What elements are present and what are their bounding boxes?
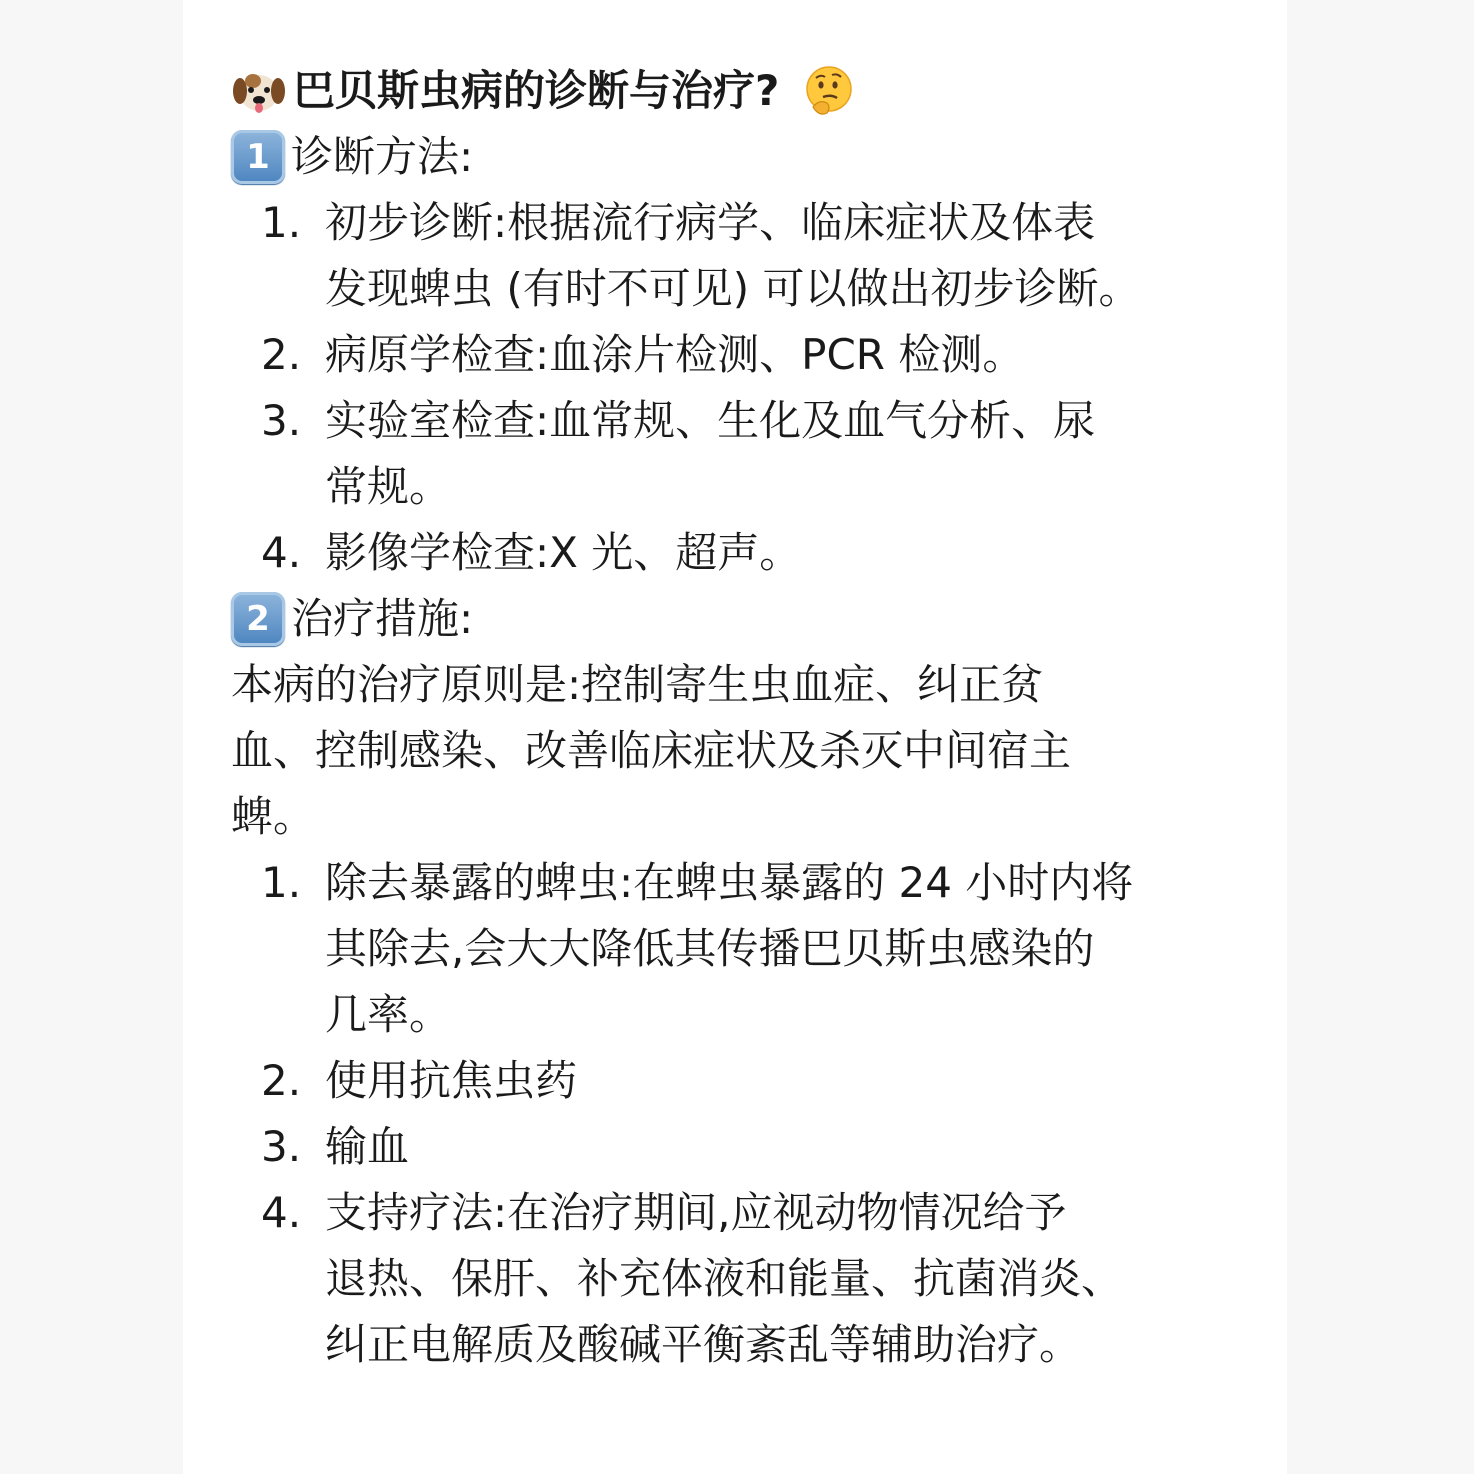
list-item-text: 除去暴露的蜱虫:在蜱虫暴露的 24 小时内将 [325, 858, 1134, 907]
list-item [231, 850, 1271, 1048]
section-heading-treatment [231, 586, 1271, 652]
keycap-one-icon: 1 [231, 130, 285, 184]
list-number: 4. [261, 528, 302, 577]
treatment-list [231, 850, 1271, 1378]
list-item-text: 使用抗焦虫药 [325, 1056, 578, 1105]
list-item [231, 322, 1271, 388]
treatment-principle [231, 652, 1271, 850]
list-number: 3. [261, 396, 302, 445]
list-item [231, 1048, 1271, 1114]
paragraph-line: 血、控制感染、改善临床症状及杀灭中间宿主 [231, 726, 1072, 775]
list-item [231, 1180, 1271, 1378]
page [183, 0, 1287, 1474]
list-item-text: 病原学检查:血涂片检测、PCR 检测。 [325, 330, 1025, 379]
paragraph-line: 蜱。 [231, 792, 316, 841]
list-item-text: 几率。 [325, 990, 452, 1039]
list-item [231, 1114, 1271, 1180]
article-content [231, 58, 1271, 1378]
list-item-text: 支持疗法:在治疗期间,应视动物情况给予 [325, 1188, 1067, 1237]
list-number: 2. [261, 1056, 302, 1105]
title-text: 巴贝斯虫病的诊断与治疗? [293, 66, 780, 115]
section-heading-diagnosis [231, 124, 1271, 190]
list-item-text: 纠正电解质及酸碱平衡紊乱等辅助治疗。 [325, 1320, 1082, 1369]
thinking-face-icon [801, 63, 857, 119]
article-title [231, 58, 1271, 124]
list-item [231, 520, 1271, 586]
list-item-text: 初步诊断:根据流行病学、临床症状及体表 [325, 198, 1096, 247]
list-item-text: 实验室检查:血常规、生化及血气分析、尿 [325, 396, 1096, 445]
list-number: 1. [261, 198, 302, 247]
list-item [231, 388, 1271, 520]
list-number: 2. [261, 330, 302, 379]
list-item-text: 发现蜱虫 (有时不可见) 可以做出初步诊断。 [325, 264, 1141, 313]
list-item-text: 其除去,会大大降低其传播巴贝斯虫感染的 [325, 924, 1095, 973]
section-heading-text: 治疗措施: [291, 594, 474, 643]
list-item-text: 输血 [325, 1122, 410, 1171]
list-item-text: 常规。 [325, 462, 452, 511]
section-heading-text: 诊断方法: [291, 132, 474, 181]
list-number: 4. [261, 1188, 302, 1237]
keycap-two-icon: 2 [231, 592, 285, 646]
diagnosis-list [231, 190, 1271, 586]
list-number: 1. [261, 858, 302, 907]
dog-face-icon [231, 63, 287, 119]
list-number: 3. [261, 1122, 302, 1171]
list-item-text: 退热、保肝、补充体液和能量、抗菌消炎、 [325, 1254, 1124, 1303]
list-item-text: 影像学检查:X 光、超声。 [325, 528, 802, 577]
list-item [231, 190, 1271, 322]
paragraph-line: 本病的治疗原则是:控制寄生虫血症、纠正贫 [231, 660, 1044, 709]
